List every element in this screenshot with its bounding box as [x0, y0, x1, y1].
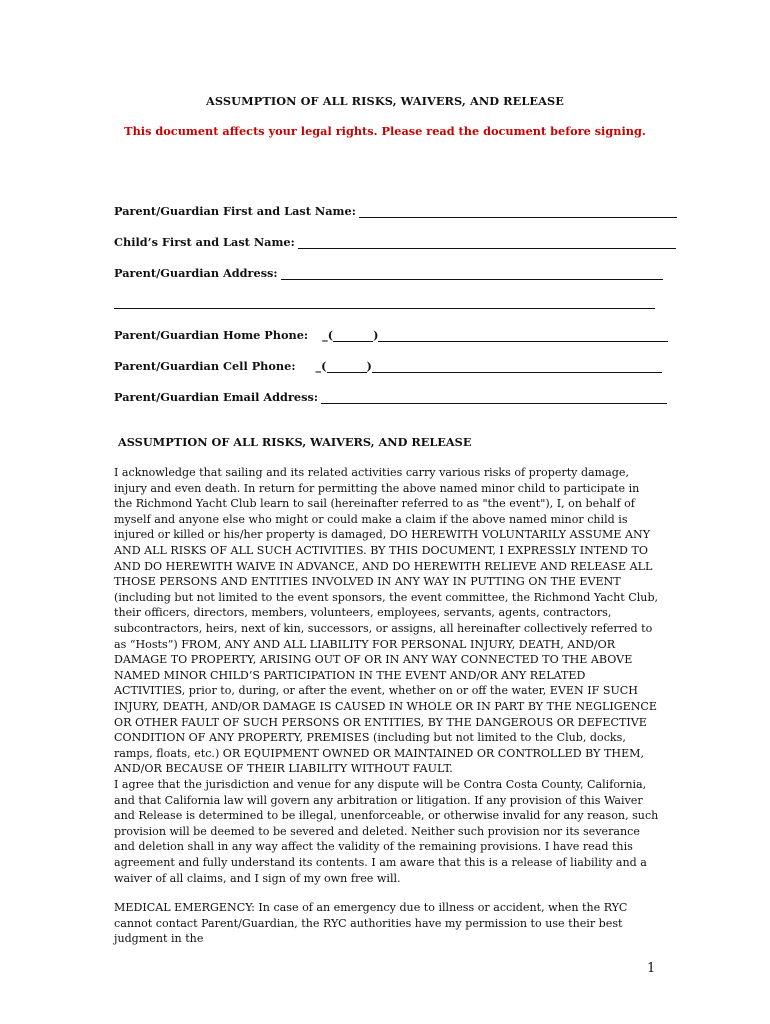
cell-phone-input[interactable] — [372, 360, 662, 373]
cell-phone-open-paren: _( — [315, 359, 327, 373]
paragraph-medical-emergency: MEDICAL EMERGENCY: In case of an emergency due to illness or accident, when the RYC cannot contact Parent/Guardian, the RYC authorities have my permission to use their best judgment in the — [114, 901, 628, 946]
home-phone-area-code[interactable] — [333, 329, 373, 342]
address-second-line[interactable] — [114, 308, 655, 309]
address-input[interactable] — [281, 267, 663, 280]
home-phone-input[interactable] — [378, 329, 668, 342]
address-label: Parent/Guardian Address: — [114, 266, 278, 280]
address-field — [114, 264, 663, 280]
child-name-input[interactable] — [298, 236, 676, 249]
cell-phone-close-paren: ) — [366, 359, 372, 373]
guardian-name-input[interactable] — [359, 205, 677, 218]
cell-phone-field — [114, 357, 662, 373]
legal-warning: This document affects your legal rights. Please read the document before signing. — [124, 124, 646, 138]
child-name-label: Child’s First and Last Name: — [114, 235, 295, 249]
cell-phone-area-code[interactable] — [327, 360, 367, 373]
paragraph-assumption-of-risk: I acknowledge that sailing and its related activities carry various risks of property damage, injury and even death. In return for permitting the above named minor child to participate in the Richmond Yacht Club learn to sail (hereinafter referred to as "the event"), I, on behalf of myself and anyone else who might or could make a claim if the above named minor child is injured or killed or his/her property is damaged, DO HEREWITH VOLUNTARILY ASSUME ANY AND ALL RISKS OF ALL SUCH ACTIVITIES. BY THIS DOCUMENT, I EXPRESSLY INTEND TO AND DO HEREWITH WAIVE IN ADVANCE, AND DO HEREWITH RELIEVE AND RELEASE ALL THOSE PERSONS AND ENTITIES INVOLVED IN ANY WAY IN PUTTING ON THE EVENT (including but not limited to the event sponsors, the event committee, the Richmond Yacht Club, their officers, directors, members, volunteers, employees, servants, agents, contractors, subcontractors, heirs, next of kin, successors, or assigns, all hereinafter collectively referred to as “Hosts”) FROM, ANY AND ALL LIABILITY FOR PERSONAL INJURY, DEATH, AND/OR DAMAGE TO PROPERTY, ARISING OUT OF OR IN ANY WAY CONNECTED TO THE ABOVE NAMED MINOR CHILD’S PARTICIPATION IN THE EVENT AND/OR ANY RELATED ACTIVITIES, prior to, during, or after the event, whether on or off the water, EVEN IF SUCH INJURY, DEATH, AND/OR DAMAGE IS CAUSED IN WHOLE OR IN PART BY THE NEGLIGENCE OR OTHER FAULT OF SUCH PERSONS OR ENTITIES, BY THE DANGEROUS OR DEFECTIVE CONDITION OF ANY PROPERTY, PREMISES (including but not limited to the Club, docks, ramps, floats, etc.) OR EQUIPMENT OWNED OR MAINTAINED OR CONTROLLED BY THEM, AND/OR BECAUSE OF THEIR LIABILITY WITHOUT FAULT. — [114, 466, 659, 776]
page-number: 1 — [647, 961, 656, 976]
home-phone-field — [114, 326, 668, 342]
email-label: Parent/Guardian Email Address: — [114, 390, 318, 404]
guardian-name-field — [114, 202, 677, 218]
email-input[interactable] — [321, 391, 667, 404]
section-heading: ASSUMPTION OF ALL RISKS, WAIVERS, AND RELEASE — [118, 435, 472, 449]
child-name-field — [114, 233, 676, 249]
email-field — [114, 388, 667, 404]
cell-phone-label: Parent/Guardian Cell Phone: — [114, 359, 296, 373]
guardian-name-label: Parent/Guardian First and Last Name: — [114, 204, 356, 218]
document-title: ASSUMPTION OF ALL RISKS, WAIVERS, AND RELEASE — [206, 94, 564, 108]
paragraph-jurisdiction: I agree that the jurisdiction and venue for any dispute will be Contra Costa County, California, and that California law will govern any arbitration or litigation. If any provision of this Waiver and Release is determined to be illegal, unenforceable, or otherwise invalid for any reason, such provision will be deemed to be severed and deleted. Neither such provision nor its severance and deletion shall in any way affect the validity of the remaining provisions. I have read this agreement and fully understand its contents. I am aware that this is a release of liability and a waiver of all claims, and I sign of my own free will. — [114, 778, 659, 885]
home-phone-close-paren: ) — [373, 328, 379, 342]
home-phone-open-paren: _( — [322, 328, 334, 342]
home-phone-label: Parent/Guardian Home Phone: — [114, 328, 309, 342]
